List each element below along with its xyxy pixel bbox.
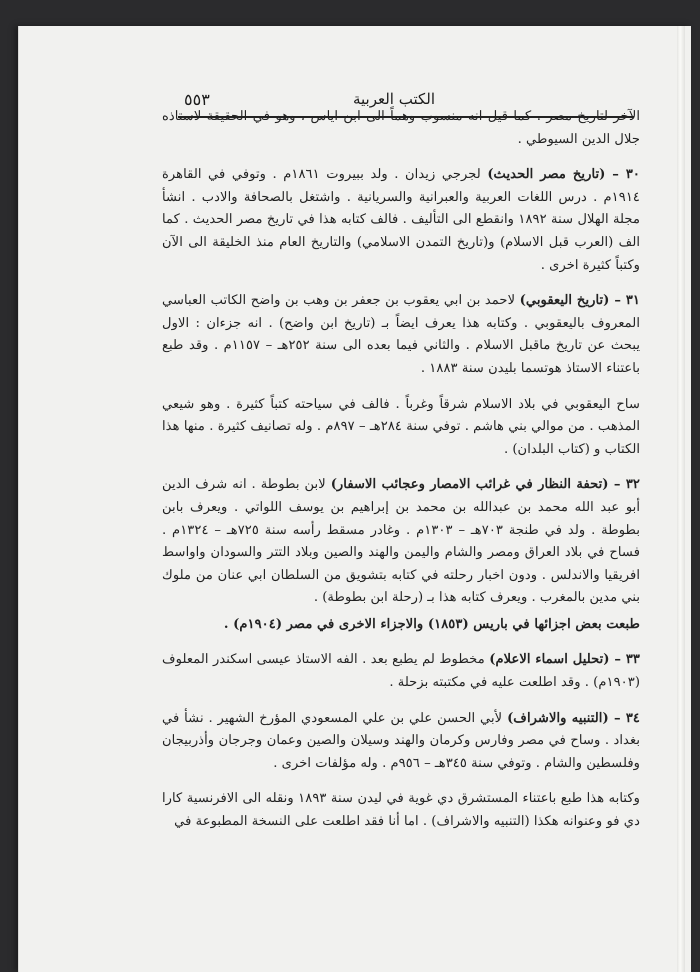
entry-32-continued: [162, 614, 640, 637]
entry-text: ساح اليعقوبي في بلاد الاسلام شرقاً وغرباً . فالف في سياحته كتباً كثيرة . وهو شيعي المذهب . من موالي بني هاشم . توفي سنة ٢٨٤هـ – ٨٩٧م . وله تصانيف كثيرة . منها هذا الكتاب و (كتاب البلدان) .: [162, 396, 640, 457]
entry-text: لاحمد بن ابي يعقوب بن جعفر بن وهب بن واضح الكاتب العباسي المعروف باليعقوبي . وكتابه هذا يعرف ايضاً بـ (تاريخ ابن واضح) . انه جزءان : الاول يبحث عن تاريخ ماقبل الاسلام . والثاني فيما بعده الى سنة ٢٥٢هـ – ١١٥٧م . وقد طبع باعتناء الاستاذ هوتسما بليدن سنة ١٨٨٣ .: [162, 293, 640, 376]
entry-heading: ٣٣ – (تحليل اسماء الاعلام): [489, 652, 640, 668]
entry-text: مخطوط لم يطبع بعد . الفه الاستاذ عيسى اسكندر المعلوف (١٩٠٣م) . وقد اطلعت عليه في مكتبته بزحلة .: [162, 652, 640, 691]
entry-34: [162, 708, 640, 776]
entry-text: لأبي الحسن علي بن علي المسعودي المؤرخ الشهير . نشأ في بغداد . وساح في مصر وفارس وكرمان والهند وسيلان والصين وعمان وجرجان وأذربيجان وفلسطين والشام . وتوفي سنة ٣٤٥هـ – ٩٥٦م . وله مؤلفات اخرى .: [162, 710, 640, 771]
entry-31: [162, 290, 640, 380]
entry-32: [162, 474, 640, 610]
entry-heading: ٣٢ – (تحفة النظار في غرائب الامصار وعجائب الاسفار): [330, 477, 640, 493]
entry-text: لابن بطوطة . انه شرف الدين أبو عبد الله محمد بن عبدالله بن محمد بن إبراهيم بن يوسف اللواتي . ويعرف بابن بطوطة . ولد في طنجة ٧٠٣هـ – ١٣٠٣م . وغادر مسقط رأسه سنة ٧٢٥هـ – ١٣٢٤م . فساح في بلاد العراق ومصر والشام واليمن والهند والصين وبلاد التتر والسودان واواسط افريقيا والاندلس . ودون اخبار رحلته في كتابه بتشويق من السلطان ابي عنان من ملوك بني مدين بالمغرب . ويعرف كتابه هذا بـ (رحلة ابن بطوطة) .: [162, 477, 641, 606]
entry-heading: ٣٠ – (تاريخ مصر الحديث): [487, 167, 640, 183]
entry-heading: ٣٤ – (التنبيه والاشراف): [507, 710, 640, 726]
entry-heading: ٣١ – (تاريخ اليعقوبي): [519, 293, 640, 309]
entry-34-continued: [162, 788, 640, 833]
paragraph-intro: [162, 106, 640, 151]
entry-text: لجرجي زيدان . ولد ببيروت ١٨٦١م . وتوفي في القاهرة ١٩١٤م . درس اللغات العربية والعبرانية والسريانية . واشتغل بالصحافة والادب . انشأ مجلة الهلال سنة ١٨٩٢ وانقطع الى التأليف . فالف كتابه هذا في تاريخ مصر الحديث . كما الف (العرب قبل الاسلام) و(تاريخ التمدن الاسلامي) والتاريخ العام منذ الخليقة الى الآن وكتباً كثيرة اخرى .: [162, 167, 641, 273]
page-number: ٥٥٣: [184, 90, 210, 109]
entry-30: [162, 164, 640, 277]
paragraph-text: الآخر لتاريخ مصر . كما قيل انه منسوب وهماً الى ابن اياس ، وهو في الحقيقة لاستاذه جلال الدين السيوطي .: [162, 109, 640, 147]
entry-33: [162, 649, 640, 694]
entry-text: طبعت بعض اجزائها في باريس (١٨٥٣) والاجزاء الاخرى في مصر (١٩٠٤م) .: [223, 616, 640, 632]
entry-text: وكتابه هذا طبع باعتناء المستشرق دي غوية في ليدن سنة ١٨٩٣ ونقله الى الافرنسية كارا دي فو وعنوانه هكذا (التنبيه والاشراف) . اما أنا فقد اطلعت على النسخة المطبوعة في: [162, 791, 640, 830]
entry-31-continued: [162, 394, 640, 462]
running-title: الكتب العربية: [352, 90, 436, 108]
body-text: [162, 106, 640, 847]
